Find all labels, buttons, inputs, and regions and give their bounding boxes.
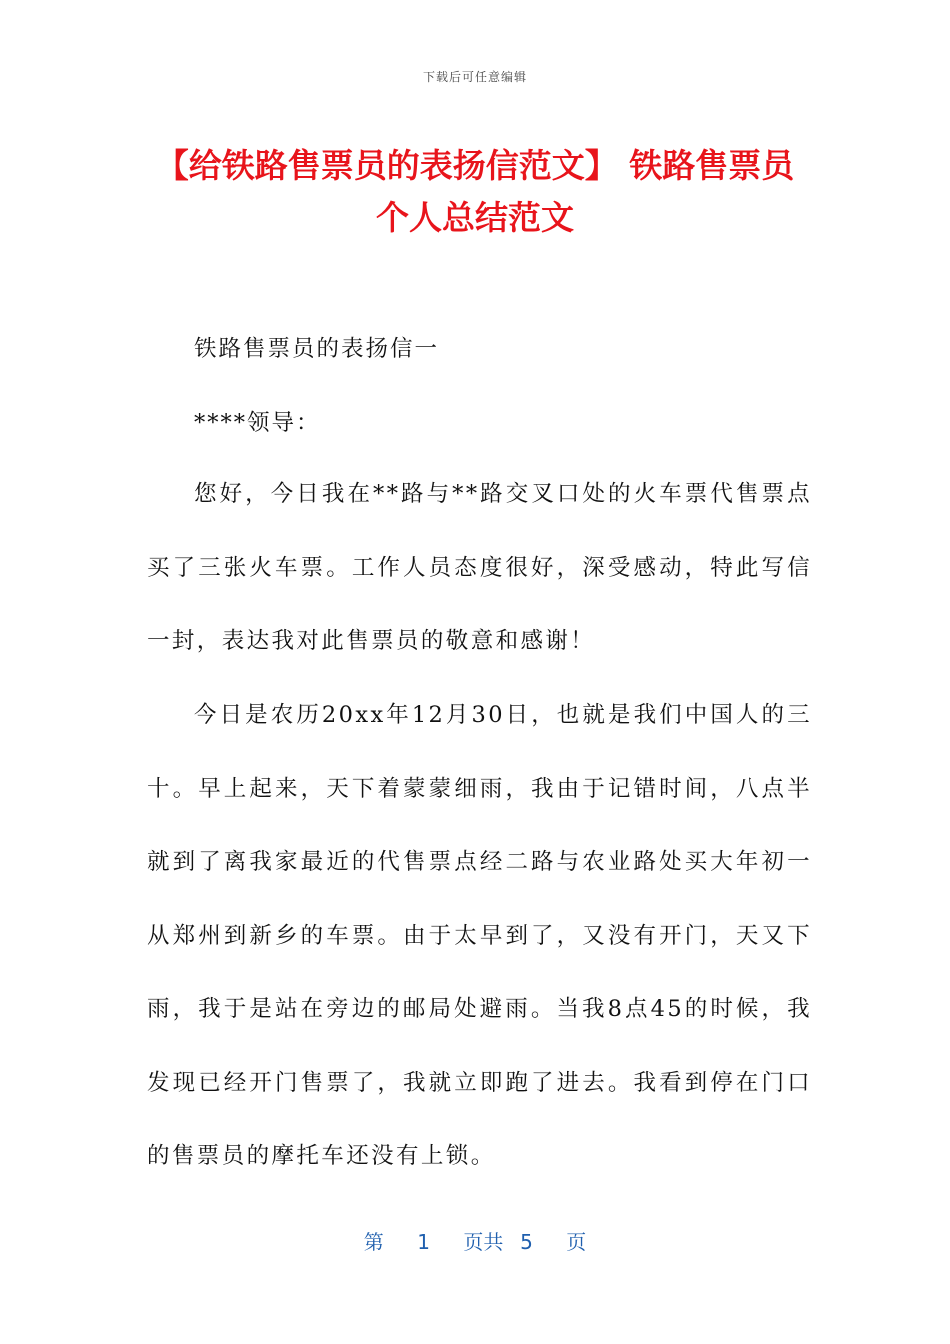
footer-mid: 页共	[463, 1230, 504, 1254]
title-line-1: 【给铁路售票员的表扬信范文】 铁路售票员	[155, 146, 795, 185]
footer-suffix: 页	[566, 1230, 587, 1254]
letter-salutation: ****领导：	[194, 410, 321, 436]
page-footer	[0, 1226, 950, 1255]
footer-total-pages: 5	[520, 1230, 533, 1254]
paragraph-1: 您好，今日我在**路与**路交叉口处的火车票代售票点买了三张火车票。工作人员态度很好，深受感动，特此写信一封，表达我对此售票员的敬意和感谢！	[147, 481, 812, 654]
header-note: 下载后可任意编辑	[422, 70, 527, 84]
footer-page-number: 1	[417, 1230, 430, 1254]
title-line-2: 个人总结范文	[376, 198, 574, 237]
letter-subheading: 铁路售票员的表扬信一	[194, 336, 440, 362]
footer-prefix: 第	[363, 1230, 384, 1254]
document-title	[120, 140, 830, 244]
paragraph-2: 今日是农历20xx年12月30日，也就是我们中国人的三十。早上起来，天下着蒙蒙细雨，我由于记错时间，八点半就到了离我家最近的代售票点经二路与农业路处买大年初一从郑州到新乡的车票。由于太早到了，又没有开门，天又下雨，我于是站在旁边的邮局处避雨。当我8点45的时候，我发现已经开门售票了，我就立即跑了进去。我看到停在门口的售票员的摩托车还没有上锁。	[147, 702, 812, 1169]
